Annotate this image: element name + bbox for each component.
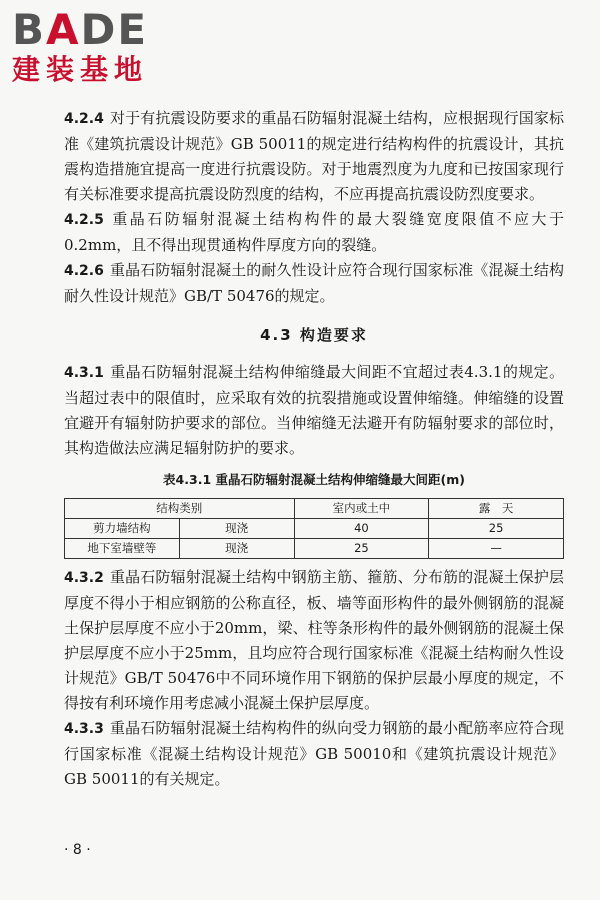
table-row: [65, 519, 564, 539]
table-cell: 地下室墙壁等: [65, 539, 180, 559]
clause-number: 4.2.5: [64, 212, 104, 228]
document-body: [64, 106, 564, 792]
page-number: · 8 ·: [64, 842, 91, 858]
clause-text: 重晶石防辐射混凝土结构伸缩缝最大间距不宜超过表4.3.1的规定。当超过表中的限值时，应采取有效的抗裂措施或设置伸缩缝。伸缩缝的设置宜避开有辐射防护要求的部位。当伸缩缝无法避开有防辐射要求的部位时，其构造做法应满足辐射防护的要求。: [64, 363, 564, 457]
clause-4-2-6: [64, 258, 564, 309]
table-row: [65, 539, 564, 559]
clause-4-3-3: [64, 716, 564, 792]
clause-text: 重晶石防辐射混凝土的耐久性设计应符合现行国家标准《混凝土结构耐久性设计规范》GB/T 50476的规定。: [64, 261, 564, 305]
clause-number: 4.2.6: [64, 263, 104, 279]
logo-wordmark: [12, 5, 182, 54]
table-header-cell: 室内或土中: [294, 499, 429, 519]
clause-4-2-4: [64, 106, 564, 207]
table-cell: 40: [294, 519, 429, 539]
clause-text: 重晶石防辐射混凝土结构构件的纵向受力钢筋的最小配筋率应符合现行国家标准《混凝土结构设计规范》GB 50010和《建筑抗震设计规范》GB 50011的有关规定。: [64, 719, 564, 788]
clause-text: 对于有抗震设防要求的重晶石防辐射混凝土结构，应根据现行国家标准《建筑抗震设计规范》GB 50011的规定进行结构构件的抗震设计，其抗震构造措施宜提高一度进行抗震设防。对于地震烈度为九度和已按国家现行有关标准要求提高抗震设防烈度的结构，不应再提高抗震设防烈度要求。: [64, 109, 564, 203]
table-cell: 剪力墙结构: [65, 519, 180, 539]
table-header-row: [65, 499, 564, 519]
table-cell: —: [429, 539, 564, 559]
clause-number: 4.3.3: [64, 721, 104, 737]
brand-logo: [12, 5, 182, 86]
clause-text: 重晶石防辐射混凝土结构中钢筋主筋、箍筋、分布筋的混凝土保护层厚度不得小于相应钢筋的公称直径，板、墙等面形构件的最外侧钢筋的混凝土保护层厚度不应小于20mm，梁、柱等条形构件的最外侧钢筋的混凝土保护层厚度不应小于25mm，且均应符合现行国家标准《混凝土结构耐久性设计规范》GB/T 50476中不同环境作用下钢筋的保护层最小厚度的规定，不得按有利环境作用考虑减小混凝土保护层厚度。: [64, 568, 564, 712]
table-cell: 25: [429, 519, 564, 539]
logo-letter-b: B: [12, 5, 47, 54]
table-cell: 现浇: [179, 539, 294, 559]
table-title: 表4.3.1 重晶石防辐射混凝土结构伸缩缝最大间距(m): [163, 472, 465, 487]
clause-4-3-1: [64, 360, 564, 461]
logo-letters-de: DE: [80, 5, 149, 54]
table-header-cell: 结构类别: [65, 499, 295, 519]
clause-number: 4.2.4: [64, 111, 104, 127]
table-cell: 现浇: [179, 519, 294, 539]
clause-number: 4.3.2: [64, 570, 104, 586]
table-header-cell: 露 天: [429, 499, 564, 519]
logo-letter-a: A: [46, 5, 81, 54]
clause-4-2-5: [64, 207, 564, 258]
clause-4-3-2: [64, 565, 564, 716]
logo-subtitle: 建装基地: [12, 53, 149, 86]
clause-number: 4.3.1: [64, 365, 104, 381]
expansion-joint-table: [64, 498, 564, 559]
section-title: 4.3 构造要求: [260, 326, 368, 344]
clause-text: 重晶石防辐射混凝土结构构件的最大裂缝宽度限值不应大于0.2mm，且不得出现贯通构件厚度方向的裂缝。: [64, 210, 564, 254]
table-cell: 25: [294, 539, 429, 559]
